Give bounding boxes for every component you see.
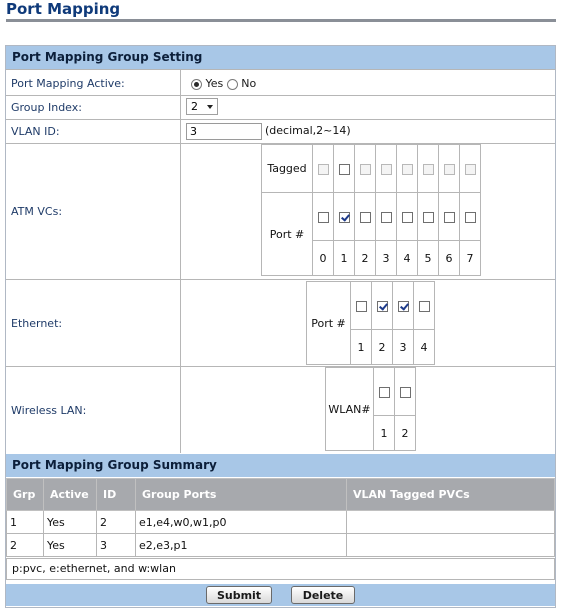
atm-tagged-checkbox-5[interactable] [423, 164, 434, 175]
ethernet-port-number: 3 [393, 330, 414, 365]
row-divider [6, 69, 555, 70]
atm-tagged-checkbox-0[interactable] [318, 164, 329, 175]
ethernet-port-number: 1 [351, 330, 372, 365]
group-summary-header: Port Mapping Group Summary [6, 454, 555, 477]
atm-tagged-checkbox-3[interactable] [381, 164, 392, 175]
atm-vc-grid [261, 144, 481, 276]
cell-group-ports: e1,e4,w0,w1,p0 [136, 511, 347, 534]
atm-port-number: 3 [376, 241, 397, 276]
ethernet-port-number: 2 [372, 330, 393, 365]
group-summary-table [6, 478, 555, 557]
cell-grp: 1 [7, 511, 44, 534]
ethernet-port-checkbox-3[interactable] [398, 301, 409, 312]
page-title: Port Mapping [6, 0, 121, 18]
chevron-down-icon [207, 105, 213, 109]
row-divider [6, 95, 555, 96]
vlan-id-label: VLAN ID: [11, 125, 60, 138]
atm-port-number: 6 [439, 241, 460, 276]
group-index-value: 2 [191, 100, 198, 113]
atm-port-checkbox-7[interactable] [465, 212, 476, 223]
wlan-port-label: WLAN# [326, 368, 374, 451]
cell-grp: 2 [7, 534, 44, 557]
wireless-lan-label: Wireless LAN: [11, 404, 87, 417]
cell-vlan-tagged-pvcs [347, 534, 555, 557]
group-index-label: Group Index: [11, 101, 82, 114]
row-divider [6, 279, 555, 280]
vlan-id-input[interactable]: 3 [186, 123, 262, 140]
delete-button[interactable]: Delete [291, 586, 355, 604]
atm-tagged-checkbox-4[interactable] [402, 164, 413, 175]
ethernet-port-checkbox-1[interactable] [356, 301, 367, 312]
atm-port-checkbox-1[interactable] [339, 212, 350, 223]
cell-id: 2 [97, 511, 136, 534]
column-header-active: Active [44, 479, 97, 511]
wlan-port-number: 2 [395, 416, 416, 451]
group-index-select[interactable] [186, 98, 218, 115]
group-setting-header: Port Mapping Group Setting [6, 46, 555, 69]
ethernet-port-label: Port # [307, 282, 351, 365]
table-row[interactable] [7, 511, 555, 534]
vlan-id-hint: (decimal,2~14) [265, 124, 351, 137]
atm-port-number: 1 [334, 241, 355, 276]
table-row[interactable] [7, 534, 555, 557]
wlan-checkbox-2[interactable] [400, 387, 411, 398]
cell-group-ports: e2,e3,p1 [136, 534, 347, 557]
active-no-radio[interactable] [227, 79, 238, 90]
ethernet-port-checkbox-2[interactable] [377, 301, 388, 312]
cell-active: Yes [44, 511, 97, 534]
cell-vlan-tagged-pvcs [347, 511, 555, 534]
port-mapping-active-label: Port Mapping Active: [11, 77, 125, 90]
column-header-grp: Grp [7, 479, 44, 511]
column-divider [180, 69, 181, 453]
atm-tagged-checkbox-6[interactable] [444, 164, 455, 175]
ethernet-label: Ethernet: [11, 317, 63, 330]
active-yes-label: Yes [205, 77, 224, 90]
atm-tagged-checkbox-1[interactable] [339, 164, 350, 175]
active-radio-group [191, 77, 256, 90]
atm-port-number: 5 [418, 241, 439, 276]
atm-vcs-label: ATM VCs: [11, 205, 63, 218]
row-divider [6, 119, 555, 120]
wlan-grid [325, 367, 416, 451]
atm-port-checkbox-3[interactable] [381, 212, 392, 223]
atm-port-checkbox-5[interactable] [423, 212, 434, 223]
ethernet-grid [306, 281, 435, 365]
atm-tagged-checkbox-7[interactable] [465, 164, 476, 175]
legend-note: p:pvc, e:ethernet, and w:wlan [6, 558, 555, 580]
title-divider [6, 19, 556, 22]
tagged-label: Tagged [262, 145, 313, 193]
column-header-id: ID [97, 479, 136, 511]
submit-button[interactable]: Submit [206, 586, 272, 604]
wlan-port-number: 1 [374, 416, 395, 451]
atm-tagged-checkbox-2[interactable] [360, 164, 371, 175]
active-yes-radio[interactable] [191, 79, 202, 90]
atm-port-label: Port # [262, 193, 313, 276]
atm-port-checkbox-2[interactable] [360, 212, 371, 223]
button-bar [6, 584, 555, 606]
wlan-checkbox-1[interactable] [379, 387, 390, 398]
cell-id: 3 [97, 534, 136, 557]
ethernet-port-checkbox-4[interactable] [419, 301, 430, 312]
atm-port-number: 4 [397, 241, 418, 276]
atm-port-checkbox-0[interactable] [318, 212, 329, 223]
cell-active: Yes [44, 534, 97, 557]
ethernet-port-number: 4 [414, 330, 435, 365]
row-divider [6, 366, 555, 367]
atm-port-number: 7 [460, 241, 481, 276]
column-header-vlan-tagged-pvcs: VLAN Tagged PVCs [347, 479, 555, 511]
atm-port-number: 0 [313, 241, 334, 276]
atm-port-number: 2 [355, 241, 376, 276]
atm-port-checkbox-6[interactable] [444, 212, 455, 223]
atm-port-checkbox-4[interactable] [402, 212, 413, 223]
column-header-group-ports: Group Ports [136, 479, 347, 511]
active-no-label: No [241, 77, 257, 90]
